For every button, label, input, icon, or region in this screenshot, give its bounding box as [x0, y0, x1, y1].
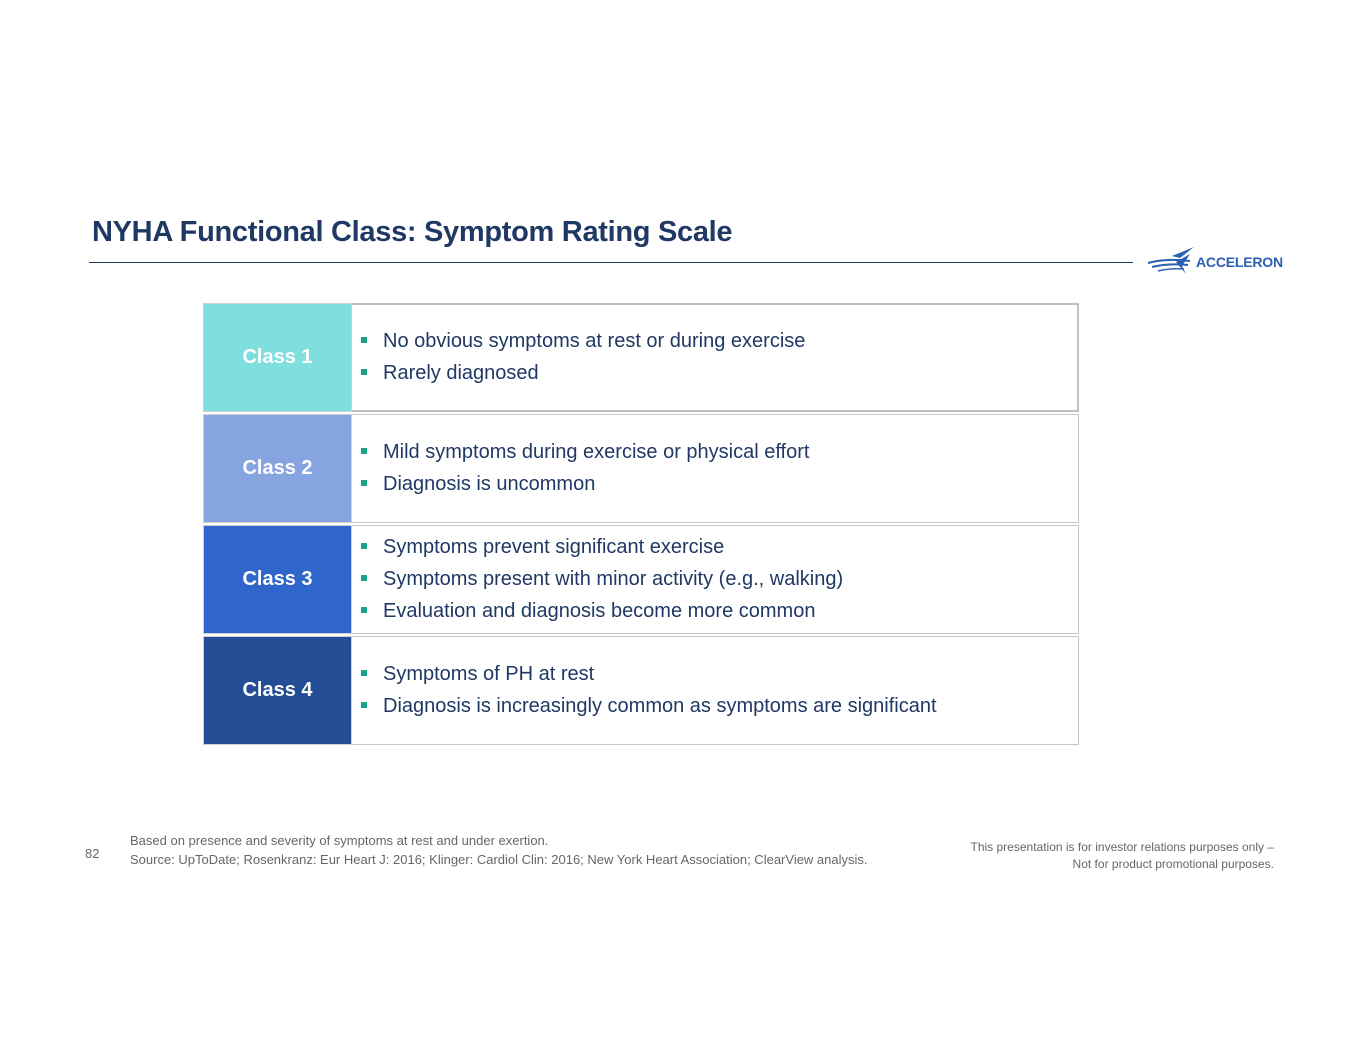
class-label: Class 1 [203, 303, 352, 412]
page-number: 82 [85, 846, 100, 861]
bullet-icon [361, 480, 367, 486]
footnote-basis: Based on presence and severity of symptoms at rest and under exertion. [130, 833, 549, 848]
acceleron-swoosh-icon [1146, 244, 1196, 280]
list-item: Diagnosis is increasingly common as symptoms are significant [358, 691, 1078, 723]
bullet-icon [361, 702, 367, 708]
bullet-icon [361, 369, 367, 375]
disclaimer-line-2: Not for product promotional purposes. [1072, 857, 1274, 871]
class-label: Class 3 [203, 525, 352, 634]
acceleron-logo [1146, 244, 1281, 280]
list-item: Symptoms prevent significant exercise [358, 532, 1078, 564]
class-label: Class 4 [203, 636, 352, 745]
list-item: Diagnosis is uncommon [358, 469, 1078, 501]
bullet-icon [361, 543, 367, 549]
class-label: Class 2 [203, 414, 352, 523]
bullet-icon [361, 670, 367, 676]
list-item: Symptoms present with minor activity (e.g., walking) [358, 564, 1078, 596]
bullet-icon [361, 607, 367, 613]
table-row [203, 636, 1079, 745]
table-row [203, 414, 1079, 523]
nyha-class-table [203, 303, 1079, 747]
footnote [130, 831, 868, 869]
class-description [352, 525, 1079, 634]
table-row [203, 525, 1079, 634]
footnote-source: Source: UpToDate; Rosenkranz: Eur Heart J: 2016; Klinger: Cardiol Clin: 2016; New York Heart Association; ClearView analysis. [130, 852, 868, 867]
bullet-icon [361, 575, 367, 581]
list-item: Symptoms of PH at rest [358, 659, 1078, 691]
class-description [352, 303, 1079, 412]
list-item: Mild symptoms during exercise or physical effort [358, 437, 1078, 469]
page-title: NYHA Functional Class: Symptom Rating Scale [92, 216, 733, 248]
table-row [203, 303, 1079, 412]
list-item: Rarely diagnosed [358, 358, 1077, 390]
title-divider [89, 262, 1133, 263]
disclaimer-line-1: This presentation is for investor relations purposes only – [970, 840, 1274, 854]
class-description [352, 636, 1079, 745]
list-item: Evaluation and diagnosis become more common [358, 596, 1078, 628]
list-item: No obvious symptoms at rest or during exercise [358, 326, 1077, 358]
logo-text: ACCELERON [1196, 254, 1283, 270]
class-description [352, 414, 1079, 523]
bullet-icon [361, 448, 367, 454]
bullet-icon [361, 337, 367, 343]
disclaimer [971, 839, 1275, 873]
